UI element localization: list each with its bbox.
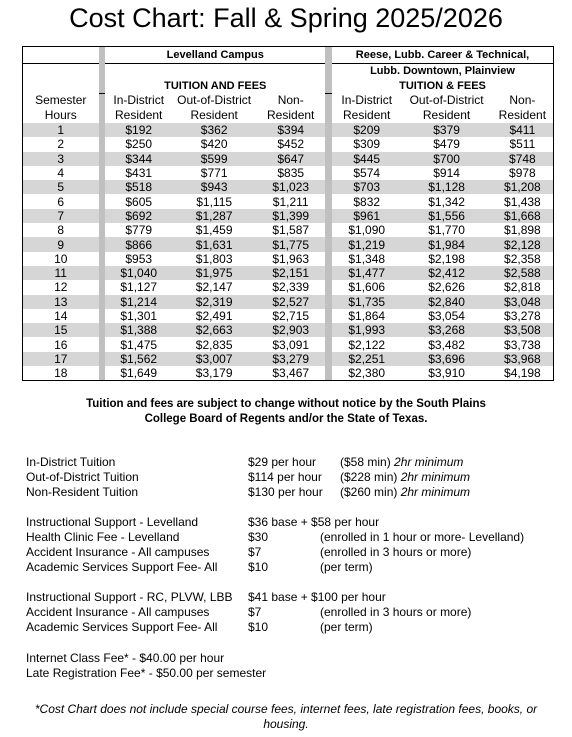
reese-non-resident-cell: $1,898 bbox=[504, 223, 541, 238]
levelland-non-resident-cell: $1,399 bbox=[256, 209, 325, 223]
semester-hours-header-sub: Hours bbox=[44, 108, 77, 122]
semester-hours-cell: 13 bbox=[23, 295, 99, 309]
reese-out-of-district-cell: $3,054 bbox=[428, 309, 465, 323]
levelland-non-resident-cell: $1,963 bbox=[272, 251, 310, 266]
levelland-non-resident-cell: $2,715 bbox=[272, 309, 310, 323]
extra-fees bbox=[26, 651, 266, 681]
reese-non-resident-cell: $2,818 bbox=[504, 280, 541, 295]
levelland-non-resident-cell: $647 bbox=[256, 152, 325, 166]
table-row bbox=[23, 323, 554, 337]
levelland-non-resident-cell: $2,903 bbox=[256, 323, 325, 337]
reese-in-district-cell: $1,735 bbox=[332, 295, 401, 309]
in-district-tuition-row: In-District Tuition $29 per hour ($58 min) 2hr minimum bbox=[26, 455, 464, 469]
reese-non-resident-cell: $1,668 bbox=[492, 209, 554, 223]
levelland-non-resident-cell: $3,091 bbox=[272, 337, 310, 352]
levelland-in-district-cell: $192 bbox=[105, 123, 172, 137]
table-row bbox=[23, 137, 554, 151]
reese-out-of-district-cell: $1,128 bbox=[401, 180, 491, 194]
reese-non-resident-cell: $3,508 bbox=[492, 323, 554, 337]
levelland-non-resident-cell: $2,151 bbox=[256, 266, 325, 280]
levelland-in-district-cell: $1,127 bbox=[120, 280, 158, 295]
reese-out-of-district-cell: $2,198 bbox=[428, 251, 465, 266]
levelland-in-district-cell: $250 bbox=[125, 137, 153, 152]
levelland-non-resident-cell: $3,279 bbox=[256, 352, 325, 366]
levelland-campus-header: Levelland Campus bbox=[105, 47, 325, 64]
table-row bbox=[23, 166, 554, 180]
reese-out-of-district-cell: $3,482 bbox=[428, 337, 465, 352]
reese-out-of-district-cell: $379 bbox=[401, 123, 491, 137]
levelland-in-district-cell: $1,214 bbox=[105, 295, 172, 309]
levelland-out-of-district-cell: $771 bbox=[200, 166, 228, 181]
reese-in-district-header-sub: Resident bbox=[343, 108, 391, 122]
reese-in-district-cell: $2,380 bbox=[348, 366, 386, 381]
semester-hours-cell: 14 bbox=[54, 309, 68, 323]
levelland-in-district-header-sub: Resident bbox=[115, 108, 163, 122]
levelland-out-of-district-cell: $1,459 bbox=[195, 223, 233, 238]
semester-hours-cell: 6 bbox=[57, 194, 65, 209]
change-notice: Tuition and fees are subject to change without notice by the South Plains College Board of Regents and/or the State of Texas. bbox=[86, 398, 486, 425]
semester-hours-cell: 16 bbox=[54, 337, 68, 352]
late-registration-fee: Late Registration Fee* - $50.00 per semester bbox=[26, 666, 267, 680]
levelland-non-resident-cell: $2,527 bbox=[256, 295, 325, 309]
reese-out-of-district-cell: $1,770 bbox=[428, 223, 465, 238]
other-campus-fees bbox=[26, 590, 471, 635]
levelland-in-district-cell: $1,301 bbox=[120, 309, 158, 323]
table-row bbox=[23, 152, 554, 166]
table-row bbox=[23, 237, 554, 251]
reese-in-district-header: In-District bbox=[341, 93, 393, 107]
levelland-non-resident-cell: $394 bbox=[256, 123, 325, 137]
table-row bbox=[23, 280, 554, 294]
reese-in-district-cell: $1,348 bbox=[348, 251, 386, 266]
reese-non-resident-cell: $3,048 bbox=[492, 295, 554, 309]
out-of-district-tuition-row: Out-of-District Tuition $114 per hour ($228 min) 2hr minimum bbox=[26, 470, 471, 484]
reese-out-of-district-cell: $2,840 bbox=[401, 295, 491, 309]
reese-in-district-cell: $2,122 bbox=[348, 337, 386, 352]
semester-hours-cell: 18 bbox=[54, 366, 68, 381]
accident-insurance-row: Accident Insurance - All campuses $7 (enrolled in 3 hours or more) bbox=[26, 605, 472, 619]
cost-chart-table bbox=[22, 46, 554, 381]
table-row bbox=[23, 123, 554, 137]
levelland-out-of-district-cell: $2,663 bbox=[172, 323, 256, 337]
levelland-out-of-district-cell: $1,115 bbox=[196, 194, 233, 209]
accident-insurance-row: Accident Insurance - All campuses $7 (enrolled in 3 hours or more) bbox=[26, 545, 472, 559]
levelland-out-of-district-cell: $2,835 bbox=[195, 337, 233, 352]
internet-class-fee: Internet Class Fee* - $40.00 per hour bbox=[26, 651, 225, 665]
levelland-in-district-cell: $779 bbox=[125, 223, 153, 238]
levelland-out-of-district-cell: $362 bbox=[172, 123, 256, 137]
reese-in-district-cell: $2,251 bbox=[332, 352, 401, 366]
levelland-out-of-district-header-sub: Resident bbox=[190, 108, 238, 122]
reese-out-of-district-cell: $700 bbox=[401, 152, 491, 166]
levelland-out-of-district-cell: $1,975 bbox=[172, 266, 256, 280]
reese-out-of-district-cell: $1,556 bbox=[401, 209, 491, 223]
table-row bbox=[23, 309, 554, 323]
reese-out-of-district-cell: $2,412 bbox=[401, 266, 491, 280]
reese-in-district-cell: $961 bbox=[332, 209, 401, 223]
tuition-rates bbox=[26, 455, 470, 500]
table-row bbox=[23, 266, 554, 280]
reese-out-of-district-cell: $2,626 bbox=[428, 280, 465, 295]
instructional-support-rc-row: Instructional Support - RC, PLVW, LBB $41 base + $100 per hour bbox=[26, 590, 386, 604]
levelland-non-resident-cell: $1,211 bbox=[272, 194, 309, 209]
levelland-out-of-district-cell: $1,803 bbox=[195, 251, 233, 266]
levelland-in-district-cell: $431 bbox=[125, 166, 153, 181]
reese-in-district-cell: $1,993 bbox=[332, 323, 401, 337]
reese-non-resident-cell: $2,588 bbox=[492, 266, 554, 280]
levelland-non-resident-cell: $452 bbox=[277, 137, 305, 152]
reese-in-district-cell: $703 bbox=[332, 180, 401, 194]
semester-hours-cell: 5 bbox=[23, 180, 99, 194]
levelland-out-of-district-cell: $1,287 bbox=[172, 209, 256, 223]
levelland-non-resident-cell: $835 bbox=[277, 166, 305, 181]
reese-out-of-district-cell: $3,696 bbox=[401, 352, 491, 366]
semester-hours-cell: 17 bbox=[23, 352, 99, 366]
reese-non-resident-cell: $1,438 bbox=[504, 194, 541, 209]
semester-hours-cell: 15 bbox=[23, 323, 99, 337]
reese-non-resident-header: Non- bbox=[509, 93, 536, 107]
reese-in-district-cell: $445 bbox=[332, 152, 401, 166]
levelland-out-of-district-cell: $1,631 bbox=[172, 237, 256, 251]
semester-hours-cell: 11 bbox=[23, 266, 99, 280]
levelland-in-district-cell: $692 bbox=[105, 209, 172, 223]
reese-in-district-cell: $1,477 bbox=[332, 266, 401, 280]
levelland-tuition-fees-label: TUITION AND FEES bbox=[164, 80, 267, 92]
semester-hours-cell: 9 bbox=[23, 237, 99, 251]
levelland-in-district-header: In-District bbox=[113, 93, 165, 107]
semester-hours-cell: 4 bbox=[57, 166, 65, 181]
levelland-in-district-cell: $1,388 bbox=[105, 323, 172, 337]
semester-hours-cell: 10 bbox=[54, 251, 68, 266]
levelland-non-resident-cell: $3,467 bbox=[272, 366, 310, 381]
academic-services-fee-row: Academic Services Support Fee- All $10 (per term) bbox=[26, 560, 373, 574]
levelland-non-resident-header: Non- bbox=[277, 93, 304, 107]
reese-out-of-district-cell: $1,984 bbox=[401, 237, 491, 251]
instructional-support-levelland-row: Instructional Support - Levelland $36 base + $58 per hour bbox=[26, 515, 380, 529]
non-resident-tuition-row: Non-Resident Tuition $130 per hour ($260 min) 2hr minimum bbox=[26, 485, 471, 499]
reese-campus-header: Reese, Lubb. Career & Technical, bbox=[332, 47, 553, 64]
reese-out-of-district-header-sub: Resident bbox=[422, 108, 471, 122]
semester-hours-cell: 7 bbox=[23, 209, 99, 223]
reese-campus-subheader: Lubb. Downtown, Plainview bbox=[370, 65, 515, 77]
reese-non-resident-cell: $3,278 bbox=[504, 309, 541, 323]
reese-in-district-cell: $309 bbox=[353, 137, 381, 152]
levelland-out-of-district-cell: $3,179 bbox=[195, 366, 233, 381]
table-row bbox=[23, 209, 554, 223]
levelland-in-district-cell: $1,649 bbox=[120, 366, 158, 381]
levelland-out-of-district-cell: $420 bbox=[200, 137, 228, 152]
reese-non-resident-cell: $978 bbox=[509, 166, 536, 181]
table-row bbox=[23, 223, 554, 237]
reese-non-resident-cell: $2,358 bbox=[504, 251, 541, 266]
reese-in-district-cell: $1,606 bbox=[348, 280, 386, 295]
levelland-in-district-cell: $1,562 bbox=[105, 352, 172, 366]
reese-non-resident-cell: $3,738 bbox=[504, 337, 541, 352]
academic-services-fee-row: Academic Services Support Fee- All $10 (per term) bbox=[26, 620, 373, 634]
semester-hours-cell: 8 bbox=[57, 223, 65, 238]
reese-non-resident-cell: $1,208 bbox=[492, 180, 554, 194]
reese-non-resident-cell: $3,968 bbox=[492, 352, 554, 366]
semester-hours-cell: 12 bbox=[54, 280, 68, 295]
reese-out-of-district-header: Out-of-District bbox=[409, 93, 484, 107]
reese-out-of-district-cell: $914 bbox=[433, 166, 460, 181]
table-row bbox=[23, 194, 554, 208]
levelland-non-resident-cell: $1,775 bbox=[256, 237, 325, 251]
semester-hours-header: Semester bbox=[35, 93, 87, 107]
levelland-non-resident-cell: $1,023 bbox=[256, 180, 325, 194]
page-title: Cost Chart: Fall & Spring 2025/2026 bbox=[69, 3, 503, 33]
reese-non-resident-cell: $4,198 bbox=[504, 366, 541, 381]
footnote: *Cost Chart does not include special course fees, internet fees, late registration fees, books, or housing. bbox=[34, 702, 538, 731]
levelland-non-resident-cell: $1,587 bbox=[272, 223, 310, 238]
reese-non-resident-cell: $511 bbox=[509, 137, 536, 152]
table-row bbox=[23, 252, 554, 266]
levelland-in-district-cell: $1,475 bbox=[120, 337, 158, 352]
levelland-out-of-district-cell: $2,491 bbox=[195, 309, 233, 323]
semester-hours-cell: 3 bbox=[23, 152, 99, 166]
reese-out-of-district-cell: $3,910 bbox=[428, 366, 465, 381]
levelland-out-of-district-header: Out-of-District bbox=[177, 93, 252, 107]
reese-non-resident-header-sub: Resident bbox=[498, 108, 547, 122]
table-row bbox=[23, 180, 554, 194]
levelland-non-resident-header-sub: Resident bbox=[267, 108, 315, 122]
table-row bbox=[23, 337, 554, 351]
reese-in-district-cell: $1,864 bbox=[348, 309, 386, 323]
reese-non-resident-cell: $411 bbox=[492, 123, 554, 137]
levelland-out-of-district-cell: $2,147 bbox=[195, 280, 233, 295]
levelland-in-district-cell: $605 bbox=[125, 194, 153, 209]
reese-non-resident-cell: $2,128 bbox=[492, 237, 554, 251]
levelland-out-of-district-cell: $943 bbox=[172, 180, 256, 194]
reese-tuition-fees-label: TUITION & FEES bbox=[399, 80, 486, 92]
reese-in-district-cell: $832 bbox=[353, 194, 381, 209]
reese-in-district-cell: $574 bbox=[353, 166, 381, 181]
levelland-in-district-cell: $518 bbox=[105, 180, 172, 194]
reese-out-of-district-cell: $1,342 bbox=[428, 194, 465, 209]
levelland-in-district-cell: $1,040 bbox=[105, 266, 172, 280]
table-row bbox=[23, 295, 554, 309]
reese-out-of-district-cell: $3,268 bbox=[401, 323, 491, 337]
semester-hours-cell: 2 bbox=[57, 137, 65, 152]
levelland-out-of-district-cell: $599 bbox=[172, 152, 256, 166]
levelland-out-of-district-cell: $3,007 bbox=[172, 352, 256, 366]
reese-in-district-cell: $209 bbox=[332, 123, 401, 137]
levelland-in-district-cell: $344 bbox=[105, 152, 172, 166]
semester-hours-cell: 1 bbox=[23, 123, 99, 137]
levelland-fees bbox=[26, 515, 524, 575]
reese-out-of-district-cell: $479 bbox=[433, 137, 460, 152]
health-clinic-fee-row: Health Clinic Fee - Levelland $30 (enrolled in 1 hour or more- Levelland) bbox=[26, 530, 525, 544]
levelland-out-of-district-cell: $2,319 bbox=[172, 295, 256, 309]
levelland-non-resident-cell: $2,339 bbox=[272, 280, 310, 295]
table-row bbox=[23, 352, 554, 366]
levelland-in-district-cell: $953 bbox=[125, 251, 153, 266]
levelland-in-district-cell: $866 bbox=[105, 237, 172, 251]
reese-in-district-cell: $1,219 bbox=[332, 237, 401, 251]
reese-in-district-cell: $1,090 bbox=[348, 223, 386, 238]
table-row bbox=[23, 366, 554, 381]
reese-non-resident-cell: $748 bbox=[492, 152, 554, 166]
